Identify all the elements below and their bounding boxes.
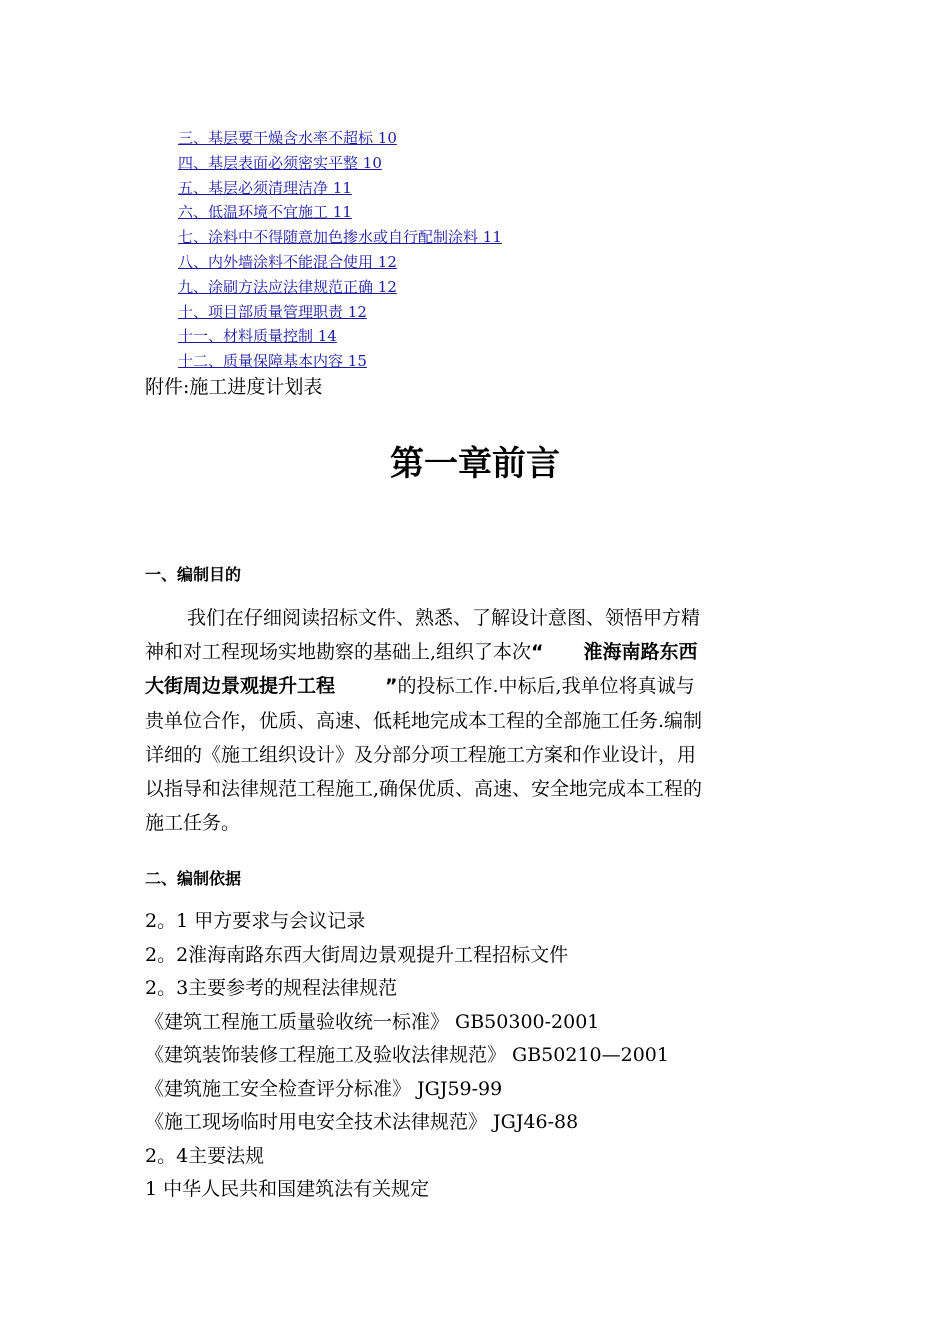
section-heading-purpose: 一、编制目的 (145, 565, 242, 584)
section-heading-basis: 二、编制依据 (145, 869, 242, 888)
chapter-title: 第一章前言 (390, 444, 560, 484)
toc-link-5[interactable]: 五、基层必须清理洁净 11 (178, 178, 352, 197)
paragraph-line (145, 635, 805, 669)
paragraph-line: 以指导和法律规范工程施工,确保优质、高速、安全地完成本工程的 (145, 778, 703, 801)
toc-link-4[interactable]: 四、基层表面必须密实平整 10 (178, 153, 382, 172)
toc-link-8[interactable]: 八、内外墙涂料不能混合使用 12 (178, 252, 397, 271)
paragraph-line: 详细的《施工组织设计》及分部分项工程施工方案和作业设计，用 (145, 743, 697, 766)
quote-open: “ (531, 641, 544, 664)
paragraph-line: 贵单位合作，优质、高速、低耗地完成本工程的全部施工任务.编制 (145, 709, 703, 732)
paragraph-text: 神和对工程现场实地勘察的基础上,组织了本次 (145, 641, 532, 664)
list-item: 《建筑施工安全检查评分标准》 JGJ59-99 (145, 1077, 503, 1100)
project-name-part: 大街周边景观提升工程 (145, 675, 336, 698)
paragraph-line: 我们在仔细阅读招标文件、熟悉、了解设计意图、领悟甲方精 (187, 607, 701, 629)
quote-close: ” (385, 675, 398, 698)
list-item: 2。1 甲方要求与会议记录 (145, 910, 366, 932)
toc-link-11[interactable]: 十一、材料质量控制 14 (178, 327, 337, 346)
toc-link-3[interactable]: 三、基层要干燥含水率不超标 10 (178, 129, 397, 147)
list-item: 《建筑装饰装修工程施工及验收法律规范》 GB50210—2001 (145, 1044, 669, 1066)
toc-link-9[interactable]: 九、涂刷方法应法律规范正确 12 (178, 277, 397, 296)
list-item: 《建筑工程施工质量验收统一标准》 GB50300-2001 (145, 1010, 600, 1033)
appendix-line: 附件:施工进度计划表 (145, 376, 323, 398)
toc-link-10[interactable]: 十、项目部质量管理职责 12 (178, 302, 367, 321)
list-item: 《施工现场临时用电安全技术法律规范》 JGJ46-88 (145, 1111, 579, 1133)
paragraph-text: 的投标工作.中标后,我单位将真诚与 (397, 675, 695, 698)
project-name-part: 淮海南路东西 (583, 641, 698, 664)
purpose-paragraph (145, 601, 805, 840)
toc-link-12[interactable]: 十二、质量保障基本内容 15 (178, 352, 367, 371)
basis-list (145, 905, 669, 1207)
table-of-contents (178, 126, 502, 374)
toc-link-6[interactable]: 六、低温环境不宜施工 11 (178, 203, 352, 222)
toc-link-7[interactable]: 七、涂料中不得随意加色掺水或自行配制涂料 11 (178, 228, 502, 247)
list-item: 1 中华人民共和国建筑法有关规定 (145, 1178, 430, 1200)
list-item: 2。3主要参考的规程法律规范 (145, 977, 398, 999)
paragraph-line (145, 669, 805, 703)
list-item: 2。2淮海南路东西大街周边景观提升工程招标文件 (145, 943, 569, 966)
list-item: 2。4主要法规 (145, 1144, 265, 1167)
paragraph-line: 施工任务。 (145, 812, 241, 835)
